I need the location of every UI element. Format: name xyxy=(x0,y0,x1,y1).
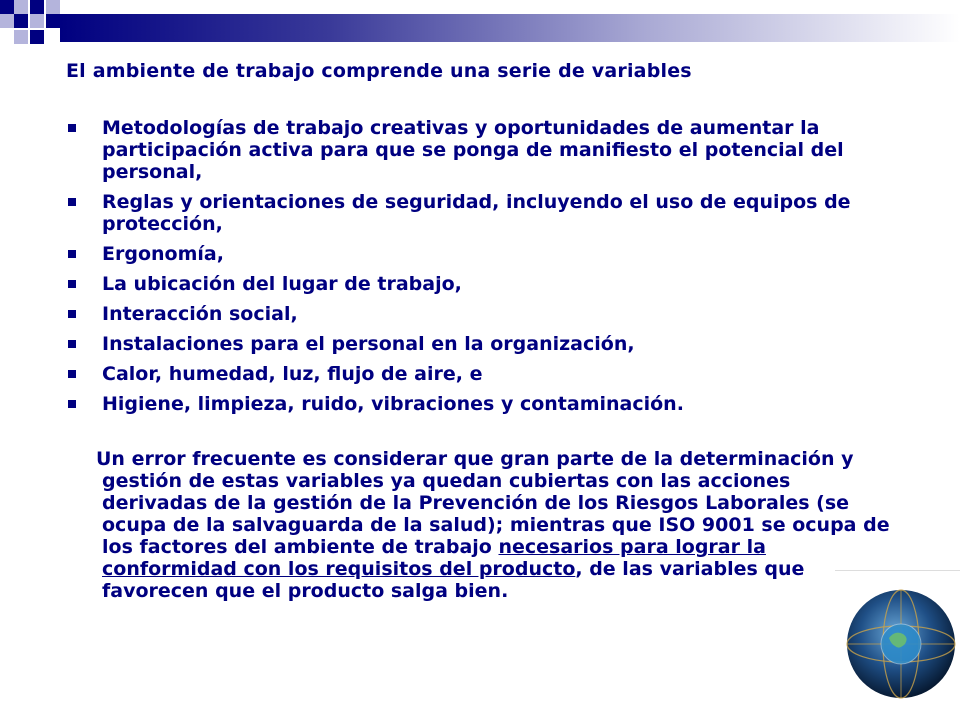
list-item xyxy=(66,243,866,265)
slide-title: El ambiente de trabajo comprende una serie de variables xyxy=(66,60,692,82)
square-bullet-icon xyxy=(68,280,76,288)
corner-square-5 xyxy=(14,14,28,28)
note-paragraph xyxy=(96,448,902,602)
corner-square-6 xyxy=(0,14,14,28)
list-item xyxy=(66,191,866,235)
corner-square-2 xyxy=(14,0,28,14)
corner-square-9 xyxy=(14,30,28,44)
list-item-text: Interacción social, xyxy=(102,303,298,325)
square-bullet-icon xyxy=(68,370,76,378)
square-bullet-icon xyxy=(68,340,76,348)
list-item xyxy=(66,333,866,355)
globe-icon xyxy=(845,588,957,700)
square-bullet-icon xyxy=(68,124,76,132)
header-gradient-bar xyxy=(60,14,960,42)
square-bullet-icon xyxy=(68,400,76,408)
list-item-text: Metodologías de trabajo creativas y oportunidades de aumentar la participación activa para que se ponga de manifiesto el potencial del personal, xyxy=(102,117,844,183)
square-bullet-icon xyxy=(68,198,76,206)
corner-square-10 xyxy=(30,30,44,44)
divider-line xyxy=(835,570,960,571)
paragraph-text-2: , de las variables que favorecen que el producto salga bien. xyxy=(102,558,805,602)
list-item-text: Higiene, limpieza, ruido, vibraciones y contaminación. xyxy=(102,393,684,415)
list-item-text: Calor, humedad, luz, flujo de aire, e xyxy=(102,363,483,385)
list-item-text: Ergonomía, xyxy=(102,243,224,265)
variables-list xyxy=(66,117,866,423)
list-item-text: Reglas y orientaciones de seguridad, incluyendo el uso de equipos de protección, xyxy=(102,191,851,235)
square-bullet-icon xyxy=(68,250,76,258)
underlined-phrase: necesarios para lograr la conformidad con los requisitos del producto xyxy=(102,536,766,580)
corner-square-3 xyxy=(30,0,44,14)
list-item-text: La ubicación del lugar de trabajo, xyxy=(102,273,462,295)
list-item xyxy=(66,363,866,385)
corner-square-1 xyxy=(0,0,14,14)
list-item xyxy=(66,273,866,295)
corner-square-8 xyxy=(46,14,60,28)
corner-square-4 xyxy=(46,0,60,14)
list-item-text: Instalaciones para el personal en la organización, xyxy=(102,333,635,355)
corner-square-7 xyxy=(30,14,44,28)
square-bullet-icon xyxy=(68,310,76,318)
paragraph-text-1: Un error frecuente es considerar que gran parte de la determinación y gestión de estas variables ya quedan cubiertas con las acciones derivadas de la gestión de la Prevención de los Riesgos Laborales (se ocupa de la salvaguarda de la salud); mientras que ISO 9001 se ocupa de los factores del ambiente de trabajo xyxy=(96,448,890,558)
list-item xyxy=(66,303,866,325)
list-item xyxy=(66,117,866,183)
list-item xyxy=(66,393,866,415)
